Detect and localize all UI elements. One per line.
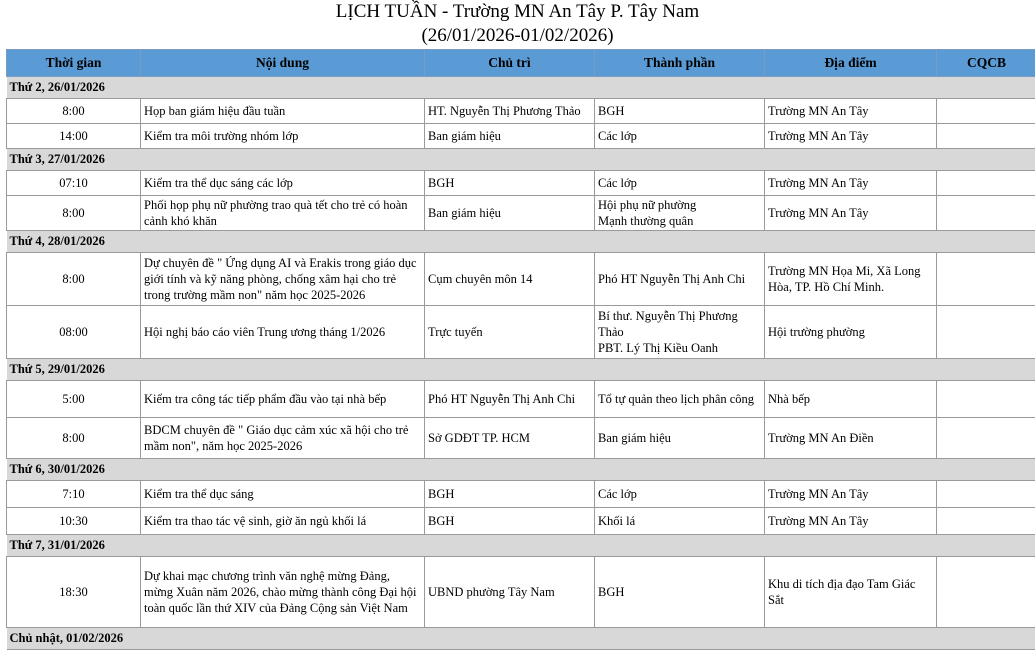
schedule-row bbox=[7, 381, 1035, 418]
day-header-row bbox=[7, 77, 1035, 99]
day-header-row bbox=[7, 359, 1035, 381]
cell-location: Trường MN An Tây bbox=[765, 171, 937, 196]
cell-members: BGH bbox=[595, 99, 765, 124]
cell-content: Họp ban giám hiệu đầu tuần bbox=[141, 99, 425, 124]
day-header-row bbox=[7, 628, 1035, 650]
cell-host: Cụm chuyên môn 14 bbox=[425, 253, 595, 306]
cell-content: Kiểm tra môi trường nhóm lớp bbox=[141, 124, 425, 149]
header-cqcb: CQCB bbox=[937, 50, 1035, 77]
cell-members: Các lớp bbox=[595, 171, 765, 196]
cell-host: Phó HT Nguyễn Thị Anh Chi bbox=[425, 381, 595, 418]
cell-content: BDCM chuyên đề " Giáo dục cảm xúc xã hội cho trẻ mầm non", năm học 2025-2026 bbox=[141, 418, 425, 459]
cell-host: Ban giám hiệu bbox=[425, 124, 595, 149]
cell-host: UBND phường Tây Nam bbox=[425, 557, 595, 628]
cell-location: Trường MN An Tây bbox=[765, 508, 937, 535]
schedule-row bbox=[7, 557, 1035, 628]
cell-time: 5:00 bbox=[7, 381, 141, 418]
cell-members: Bí thư. Nguyễn Thị Phương Thảo PBT. Lý Thị Kiều Oanh bbox=[595, 306, 765, 359]
schedule-title bbox=[0, 0, 1035, 48]
cell-members: Khối lá bbox=[595, 508, 765, 535]
cell-content: Phối họp phụ nữ phường trao quà tết cho trẻ có hoàn cảnh khó khăn bbox=[141, 196, 425, 231]
cell-members: Ban giám hiệu bbox=[595, 418, 765, 459]
cell-members: Tổ tự quản theo lịch phân công bbox=[595, 381, 765, 418]
cell-host: BGH bbox=[425, 171, 595, 196]
cell-cqcb bbox=[937, 508, 1035, 535]
schedule-row bbox=[7, 253, 1035, 306]
cell-cqcb bbox=[937, 171, 1035, 196]
cell-cqcb bbox=[937, 196, 1035, 231]
schedule-row bbox=[7, 481, 1035, 508]
schedule-body bbox=[7, 77, 1035, 650]
schedule-table bbox=[6, 49, 1035, 650]
header-content: Nội dung bbox=[141, 50, 425, 77]
cell-host: Sở GDĐT TP. HCM bbox=[425, 418, 595, 459]
day-header-row bbox=[7, 231, 1035, 253]
cell-host: Ban giám hiệu bbox=[425, 196, 595, 231]
day-header-row bbox=[7, 535, 1035, 557]
cell-time: 07:10 bbox=[7, 171, 141, 196]
day-label: Thứ 2, 26/01/2026 bbox=[7, 77, 1035, 99]
cell-location: Nhà bếp bbox=[765, 381, 937, 418]
schedule-row bbox=[7, 99, 1035, 124]
schedule-row bbox=[7, 196, 1035, 231]
cell-cqcb bbox=[937, 381, 1035, 418]
cell-content: Dự khai mạc chương trình văn nghệ mừng Đảng, mừng Xuân năm 2026, chào mừng thành công Đại hội toàn quốc lần thứ XIV của Đảng Cộng sản Việt Nam bbox=[141, 557, 425, 628]
cell-cqcb bbox=[937, 418, 1035, 459]
cell-cqcb bbox=[937, 306, 1035, 359]
day-label: Thứ 3, 27/01/2026 bbox=[7, 149, 1035, 171]
header-time: Thời gian bbox=[7, 50, 141, 77]
title-line-2: (26/01/2026-01/02/2026) bbox=[421, 25, 614, 46]
day-header-row bbox=[7, 459, 1035, 481]
cell-location: Trường MN An Điền bbox=[765, 418, 937, 459]
cell-time: 8:00 bbox=[7, 253, 141, 306]
schedule-row bbox=[7, 418, 1035, 459]
schedule-row bbox=[7, 124, 1035, 149]
cell-location: Khu di tích địa đạo Tam Giác Sắt bbox=[765, 557, 937, 628]
title-line-1: LỊCH TUẦN - Trường MN An Tây P. Tây Nam bbox=[335, 1, 700, 22]
day-label: Thứ 5, 29/01/2026 bbox=[7, 359, 1035, 381]
day-label: Thứ 7, 31/01/2026 bbox=[7, 535, 1035, 557]
cell-host: HT. Nguyễn Thị Phương Thảo bbox=[425, 99, 595, 124]
cell-cqcb bbox=[937, 557, 1035, 628]
cell-content: Hội nghị báo cáo viên Trung ương tháng 1/2026 bbox=[141, 306, 425, 359]
cell-members: Các lớp bbox=[595, 481, 765, 508]
cell-members: Phó HT Nguyễn Thị Anh Chi bbox=[595, 253, 765, 306]
cell-time: 10:30 bbox=[7, 508, 141, 535]
cell-time: 8:00 bbox=[7, 99, 141, 124]
cell-location: Trường MN An Tây bbox=[765, 481, 937, 508]
day-label: Chủ nhật, 01/02/2026 bbox=[7, 628, 1035, 650]
cell-content: Kiểm tra thể dục sáng bbox=[141, 481, 425, 508]
schedule-row bbox=[7, 508, 1035, 535]
schedule-row bbox=[7, 306, 1035, 359]
cell-members: Các lớp bbox=[595, 124, 765, 149]
header-members: Thành phần bbox=[595, 50, 765, 77]
cell-location: Trường MN An Tây bbox=[765, 196, 937, 231]
cell-cqcb bbox=[937, 481, 1035, 508]
cell-cqcb bbox=[937, 124, 1035, 149]
cell-location: Trường MN An Tây bbox=[765, 124, 937, 149]
cell-members: Hội phụ nữ phường Mạnh thường quân bbox=[595, 196, 765, 231]
day-label: Thứ 4, 28/01/2026 bbox=[7, 231, 1035, 253]
day-header-row bbox=[7, 149, 1035, 171]
cell-members: BGH bbox=[595, 557, 765, 628]
cell-cqcb bbox=[937, 253, 1035, 306]
cell-content: Kiểm tra thể dục sáng các lớp bbox=[141, 171, 425, 196]
cell-location: Trường MN Họa Mi, Xã Long Hòa, TP. Hồ Chí Minh. bbox=[765, 253, 937, 306]
cell-time: 8:00 bbox=[7, 196, 141, 231]
cell-time: 8:00 bbox=[7, 418, 141, 459]
cell-host: BGH bbox=[425, 481, 595, 508]
cell-location: Hội trường phường bbox=[765, 306, 937, 359]
cell-time: 7:10 bbox=[7, 481, 141, 508]
day-label: Thứ 6, 30/01/2026 bbox=[7, 459, 1035, 481]
cell-location: Trường MN An Tây bbox=[765, 99, 937, 124]
cell-time: 08:00 bbox=[7, 306, 141, 359]
header-location: Địa điểm bbox=[765, 50, 937, 77]
header-host: Chủ trì bbox=[425, 50, 595, 77]
cell-time: 14:00 bbox=[7, 124, 141, 149]
cell-cqcb bbox=[937, 99, 1035, 124]
cell-time: 18:30 bbox=[7, 557, 141, 628]
cell-content: Dự chuyên đề " Ứng dụng AI và Erakis trong giáo dục giới tính và kỹ năng phòng, chống xâm hại cho trẻ trong trường mầm non" năm học 2025-2026 bbox=[141, 253, 425, 306]
schedule-row bbox=[7, 171, 1035, 196]
cell-host: BGH bbox=[425, 508, 595, 535]
cell-content: Kiểm tra công tác tiếp phẩm đầu vào tại nhà bếp bbox=[141, 381, 425, 418]
header-row bbox=[7, 50, 1035, 77]
cell-content: Kiểm tra thao tác vệ sinh, giờ ăn ngủ khối lá bbox=[141, 508, 425, 535]
cell-host: Trực tuyến bbox=[425, 306, 595, 359]
